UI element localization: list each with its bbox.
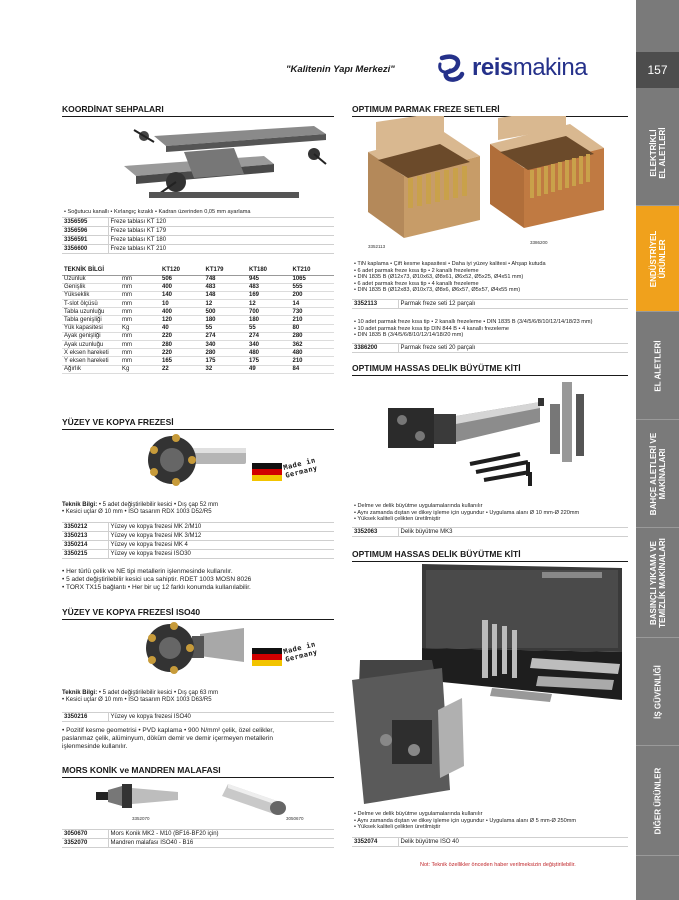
spec-value: 280 (160, 341, 204, 349)
spec-value: 180 (204, 316, 248, 324)
slogan: "Kalitenin Yapı Merkezi" (286, 64, 395, 75)
spec-label: Ayak uzunluğu (62, 341, 120, 349)
feature-line: • Yüksek kaliteli çelikten üretilmiştir (354, 824, 441, 830)
spec-value: 362 (291, 341, 335, 349)
spec-row (62, 332, 334, 340)
spec-value: 22 (160, 365, 204, 373)
page-number: 157 (636, 52, 679, 88)
table-row (352, 528, 628, 537)
table-row (62, 532, 334, 541)
note-line: • TORX TX15 bağlantı • Her bir uç 12 farklı konumda kullanılabilir. (62, 584, 251, 591)
tech-label: Teknik Bilgi: (62, 502, 98, 508)
spec-label: Uzunluk (62, 275, 120, 283)
feature-line: • DIN 1835 B (3/4/5/6/8/10/12/14/18/20 mm) (354, 332, 464, 338)
product-desc: Delik büyütme MK3 (398, 528, 628, 537)
spec-value: 32 (204, 365, 248, 373)
feature-line: • DIN 1835 B (Ø12x83, Ø10x73, Ø8x6, Ø6x57, Ø5x57, Ø4x55 mm) (354, 287, 521, 293)
note-line: • 5 adet değiştirilebilir kesici uca sahiptir. RDET 1003 MOSN 8026 (62, 576, 252, 583)
spec-row (62, 275, 334, 283)
spec-label: X eksen hareketi (62, 349, 120, 357)
feature-line: • Delme ve delik büyütme uygulamalarında kullanılır (354, 503, 483, 509)
spec-row (62, 316, 334, 324)
table-row (352, 344, 628, 353)
parmak-product-table-1 (352, 299, 628, 309)
product-desc: Yüzey ve kopya frezesi MK 4 (108, 541, 334, 550)
spec-label: Y eksen hareketi (62, 357, 120, 365)
spec-unit: mm (120, 357, 160, 365)
spec-value: 55 (204, 324, 248, 332)
product-desc: Yüzey ve kopya frezesi ISO30 (108, 550, 334, 559)
spec-value: 12 (204, 300, 248, 308)
sidebar-tab-basincli[interactable] (636, 528, 679, 638)
section-title-parmak: OPTIMUM PARMAK FREZE SETLERİ (352, 104, 628, 117)
product-code: 3356600 (62, 245, 108, 254)
mandrel-arbor-image (222, 776, 294, 820)
tech-line-2: • Kesici uçlar Ø 10 mm • ISO tasarım RDX 1003 D63/R5 (62, 697, 212, 703)
feature-line: • Aynı zamanda dıştan ve dikey işleme için uygundur • Uygulama alanı Ø 10 mm-Ø 220mm (354, 509, 580, 516)
spec-unit: mm (120, 275, 160, 283)
spec-value: 730 (291, 308, 335, 316)
spec-header (120, 265, 160, 275)
hassas-2-product-table (352, 837, 628, 847)
spec-value: 483 (204, 283, 248, 291)
table-row (62, 541, 334, 550)
cross-table-image (64, 116, 332, 206)
sidebar-tab-label: DİĞER ÜRÜNLER (653, 767, 662, 834)
sidebar-tab-label: BAHÇE ALETLERİ VE MAKİNALARI (648, 432, 667, 515)
spec-value: 10 (160, 300, 204, 308)
spec-value: 140 (160, 291, 204, 299)
spec-unit: mm (120, 291, 160, 299)
product-desc: Mors Konik MK2 - M10 (BF16-BF20 için) (108, 830, 334, 839)
spec-value: 175 (247, 357, 291, 365)
spec-label: T-slot ölçüsü (62, 300, 120, 308)
image-label: 3352070 (132, 816, 150, 821)
sidebar-tab-bahce[interactable] (636, 420, 679, 528)
spec-value: 14 (291, 300, 335, 308)
made-in-germany-label: Made in Germany (282, 640, 319, 664)
table-row (62, 236, 334, 245)
spec-header: KT180 (247, 265, 291, 275)
yuzey-iso-product-table (62, 712, 334, 722)
spec-label: Ayak genişliği (62, 332, 120, 340)
feature-line: • 6 adet parmak freze kısa tip • 2 kanallı frezeleme (354, 267, 479, 274)
spec-unit: Kg (120, 365, 160, 373)
product-desc: Parmak freze seti 12 parçalı (398, 300, 628, 309)
product-desc: Freze tablası KT 210 (108, 245, 334, 254)
spec-value: 400 (160, 283, 204, 291)
spec-header: KT210 (291, 265, 335, 275)
sidebar-tab-endustriyel[interactable] (636, 206, 679, 312)
product-desc: Freze tablası KT 120 (108, 218, 334, 227)
spec-value: 700 (247, 308, 291, 316)
logo-prefix: reis (472, 54, 513, 81)
footer-note: Not: Teknik özellikler önceden haber verilmeksizin değiştirilebilir. (420, 862, 576, 868)
table-row (62, 245, 334, 254)
koordinat-features: • Soğutucu kanallı • Kırlangıç kızaklı • Kadran üzerinden 0,05 mm ayarlama (64, 209, 251, 215)
spec-value: 500 (204, 308, 248, 316)
note-line: paslanmaz çelik, alüminyum, döküm demir ve demir içermeyen metallerin (62, 735, 273, 742)
product-desc: Yüzey ve kopya frezesi MK 2/M10 (108, 523, 334, 532)
spec-label: Tabla uzunluğu (62, 308, 120, 316)
face-mill-image (140, 430, 250, 494)
product-code: 3352113 (352, 300, 398, 309)
spec-value: 148 (204, 291, 248, 299)
face-mill-iso40-image (140, 618, 250, 680)
spec-row (62, 349, 334, 357)
yuzey-iso-notes (62, 727, 334, 751)
section-title-hassas-1: OPTIMUM HASSAS DELİK BÜYÜTME KİTİ (352, 363, 628, 376)
spec-value: 280 (291, 332, 335, 340)
spec-unit: mm (120, 316, 160, 324)
product-code: 3352074 (352, 838, 398, 847)
note-line: • Her türlü çelik ve NE tipi metallerin işlenmesinde kullanılır. (62, 568, 233, 575)
section-title-yuzey-iso40: YÜZEY VE KOPYA FREZESİ ISO40 (62, 607, 334, 620)
feature-line: • 6 adet parmak freze kısa tip • 4 kanallı frezeleme (354, 280, 479, 287)
spec-header-row (62, 265, 334, 275)
sidebar-tab-elektrikli[interactable] (636, 100, 679, 206)
end-mill-sets-image (360, 116, 616, 254)
parmak-features-1 (354, 261, 630, 294)
spec-value: 165 (160, 357, 204, 365)
spec-value: 1065 (291, 275, 335, 283)
product-code: 3350213 (62, 532, 108, 541)
feature-line: • TiN kaplama • Çift kesme kapasitesi • Daha iyi yüzey kalitesi • Ahşap kutuda (354, 261, 546, 267)
section-title-koordinat: KOORDİNAT SEHPALARI (62, 104, 334, 117)
feature-line: • 10 adet parmak freze kısa tip DIN 844 B • 4 kanallı frezeleme (354, 325, 510, 332)
sidebar-tab-label: ELEKTRİKLİ EL ALETLERİ (648, 126, 667, 179)
table-row (62, 227, 334, 236)
spec-value: 274 (204, 332, 248, 340)
product-code: 3350215 (62, 550, 108, 559)
note-line: işlenmesinde kullanılır. (62, 743, 128, 750)
product-desc: Delik büyütme ISO 40 (398, 838, 628, 847)
table-row (62, 713, 334, 722)
spec-label: Ağırlık (62, 365, 120, 373)
brand-logo-text (472, 54, 587, 82)
koordinat-spec-table (62, 265, 334, 374)
spec-value: 945 (247, 275, 291, 283)
spec-value: 84 (291, 365, 335, 373)
spec-value: 555 (291, 283, 335, 291)
spec-row (62, 365, 334, 373)
image-label: 3386200 (530, 240, 548, 245)
product-desc: Yüzey ve kopya frezesi MK 3/M12 (108, 532, 334, 541)
spec-unit: mm (120, 349, 160, 357)
table-row (62, 523, 334, 532)
spec-value: 210 (291, 357, 335, 365)
table-row (62, 839, 334, 848)
parmak-features-2 (354, 319, 630, 339)
product-code: 3386200 (352, 344, 398, 353)
yuzey-notes (62, 568, 334, 592)
spec-row (62, 357, 334, 365)
mors-product-table (62, 829, 334, 848)
spec-value: 120 (160, 316, 204, 324)
hassas-1-product-table (352, 527, 628, 537)
hassas-2-features (354, 811, 630, 831)
tech-line-1: • 5 adet değiştirilebilir kesici • Dış çap 52 mm (97, 502, 219, 508)
tech-label: Teknik Bilgi: (62, 690, 98, 696)
spec-value: 480 (291, 349, 335, 357)
product-code: 3352070 (62, 839, 108, 848)
spec-row (62, 291, 334, 299)
boring-head-iso40-kit-image (352, 560, 628, 806)
yuzey-product-table (62, 522, 334, 559)
spec-label: Genişlik (62, 283, 120, 291)
spec-unit: mm (120, 283, 160, 291)
spec-value: 506 (160, 275, 204, 283)
sidebar-tab-label: EL ALETLERİ (653, 339, 662, 392)
germany-flag-icon (252, 463, 282, 481)
spec-label: Yükseklik (62, 291, 120, 299)
spec-value: 748 (204, 275, 248, 283)
spec-value: 220 (160, 349, 204, 357)
sidebar-tab-label: BASINÇLI YIKAMA VE TEMİZLİK MAKİNALARI (648, 537, 667, 628)
spec-value: 274 (247, 332, 291, 340)
product-code: 3356591 (62, 236, 108, 245)
spec-row (62, 308, 334, 316)
spec-value: 210 (291, 316, 335, 324)
spec-value: 80 (291, 324, 335, 332)
product-desc: Freze tablası KT 180 (108, 236, 334, 245)
logo-suffix: makina (512, 54, 588, 81)
spec-value: 340 (204, 341, 248, 349)
made-in-germany-label: Made in Germany (282, 456, 319, 480)
table-row (62, 218, 334, 227)
spec-value: 400 (160, 308, 204, 316)
spec-row (62, 283, 334, 291)
spec-unit: mm (120, 308, 160, 316)
spec-value: 175 (204, 357, 248, 365)
spec-value: 49 (247, 365, 291, 373)
sidebar-tab-label: ENDÜSTRİYEL ÜRÜNLER (648, 230, 667, 287)
product-code: 3356596 (62, 227, 108, 236)
spec-value: 55 (247, 324, 291, 332)
spec-row (62, 341, 334, 349)
image-label: 3352113 (368, 244, 386, 249)
tech-line-2: • Kesici uçlar Ø 10 mm • ISO tasarım RDX 1003 D52/R5 (62, 509, 212, 515)
table-row (352, 838, 628, 847)
feature-line: • 10 adet parmak freze kısa tip • 2 kanallı frezeleme • DIN 1835 B (3/4/5/6/8/10/12/14/18/23 mm) (354, 319, 593, 325)
reismakina-logo-icon (436, 54, 468, 86)
koordinat-product-table (62, 217, 334, 254)
spec-unit: mm (120, 300, 160, 308)
product-desc: Freze tablası KT 179 (108, 227, 334, 236)
product-code: 3352063 (352, 528, 398, 537)
table-row (62, 550, 334, 559)
spec-value: 340 (247, 341, 291, 349)
spec-label: Tabla genişliği (62, 316, 120, 324)
spec-value: 12 (247, 300, 291, 308)
spec-value: 480 (247, 349, 291, 357)
product-code: 3356595 (62, 218, 108, 227)
section-title-yuzey: YÜZEY VE KOPYA FREZESİ (62, 417, 334, 430)
sidebar-tab-el-aletleri[interactable] (636, 312, 679, 420)
feature-line: • Yüksek kaliteli çelikten üretilmiştir (354, 516, 441, 522)
spec-value: 280 (204, 349, 248, 357)
section-title-hassas-2: OPTIMUM HASSAS DELİK BÜYÜTME KİTİ (352, 549, 628, 562)
spec-label: Yük kapasitesi (62, 324, 120, 332)
yuzey-iso-tech-info (62, 690, 334, 704)
product-code: 3050670 (62, 830, 108, 839)
feature-line: • Delme ve delik büyütme uygulamalarında kullanılır (354, 811, 483, 817)
spec-value: 180 (247, 316, 291, 324)
tech-line-1: • 5 adet değiştirilebilir kesici • Dış çap 63 mm (97, 690, 219, 696)
product-desc: Yüzey ve kopya frezesi ISO40 (108, 713, 334, 722)
parmak-product-table-2 (352, 343, 628, 353)
feature-line: • Aynı zamanda dıştan ve dikey işleme için uygundur • Uygulama alanı Ø 5 mm-Ø 250mm (354, 817, 577, 824)
feature-line: • DIN 1835 B (Ø12x73, Ø10x63, Ø8x61, Ø6x52, Ø5x25, Ø4x51 mm) (354, 274, 524, 280)
spec-row (62, 300, 334, 308)
spec-value: 169 (247, 291, 291, 299)
product-code: 3350216 (62, 713, 108, 722)
boring-head-mk3-image (380, 376, 610, 498)
spec-header: KT120 (160, 265, 204, 275)
product-desc: Mandren malafası ISO40 - B16 (108, 839, 334, 848)
spec-unit: Kg (120, 324, 160, 332)
spec-body (62, 275, 334, 373)
spec-header: KT179 (204, 265, 248, 275)
spec-value: 40 (160, 324, 204, 332)
note-line: • Pozitif kesme geometrisi • PVD kaplama • 900 N/mm² çelik, özel celikler, (62, 727, 275, 734)
table-row (62, 830, 334, 839)
product-code: 3350212 (62, 523, 108, 532)
yuzey-tech-info (62, 502, 334, 516)
spec-unit: mm (120, 332, 160, 340)
morse-taper-image (94, 778, 180, 814)
section-title-mors: MORS KONİK ve MANDREN MALAFASI (62, 765, 334, 778)
spec-value: 483 (247, 283, 291, 291)
product-code: 3350214 (62, 541, 108, 550)
spec-row (62, 324, 334, 332)
sidebar-tab-is-guvenligi[interactable] (636, 638, 679, 746)
sidebar-tab-diger[interactable] (636, 746, 679, 856)
image-label: 3050670 (286, 816, 304, 821)
sidebar-tab-label: İŞ GÜVENLİĞİ (653, 664, 662, 719)
hassas-1-features (354, 503, 630, 523)
product-desc: Parmak freze seti 20 parçalı (398, 344, 628, 353)
spec-value: 200 (291, 291, 335, 299)
germany-flag-icon (252, 648, 282, 666)
spec-value: 220 (160, 332, 204, 340)
table-row (352, 300, 628, 309)
spec-header: TEKNİK BİLGİ (62, 265, 120, 275)
spec-unit: mm (120, 341, 160, 349)
